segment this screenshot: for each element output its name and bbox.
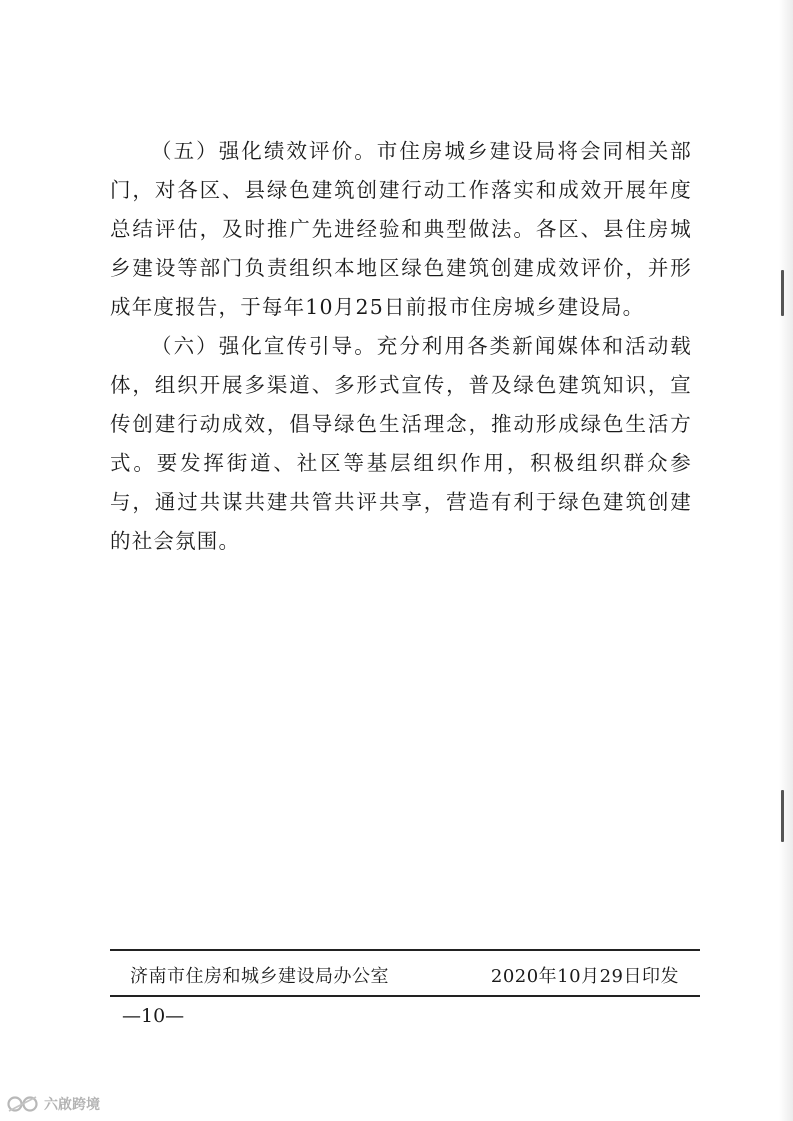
paragraph-performance-evaluation: （五）强化绩效评价。市住房城乡建设局将会同相关部门，对各区、县绿色建筑创建行动工作落实和成效开展年度总结评估，及时推广先进经验和典型做法。各区、县住房城乡建设等部门负责组织本地区绿色建筑创建成效评价，并形成年度报告，于每年10月25日前报市住房城乡建设局。 <box>110 139 692 319</box>
footer-top-rule <box>110 949 700 951</box>
watermark <box>6 1094 100 1114</box>
watermark-logo-icon <box>6 1094 40 1114</box>
watermark-text: 六啟跨境 <box>44 1097 100 1113</box>
scan-edge-mark <box>781 270 784 316</box>
page-number: —10— <box>122 1005 185 1027</box>
page-edge-shadow <box>779 0 793 1121</box>
paragraph-publicity-guidance: （六）强化宣传引导。充分利用各类新闻媒体和活动载体，组织开展多渠道、多形式宣传，普及绿色建筑知识，宣传创建行动成效，倡导绿色生活理念，推动形成绿色生活方式。要发挥街道、社区等基层组织作用，积极组织群众参与，通过共谋共建共管共评共享，营造有利于绿色建筑创建的社会氛围。 <box>110 334 692 553</box>
footer-print-date: 2020年10月29日印发 <box>490 966 679 987</box>
document-body <box>110 132 692 561</box>
footer-bottom-rule <box>110 995 700 997</box>
scan-edge-mark <box>781 790 784 842</box>
footer-issuer: 济南市住房和城乡建设局办公室 <box>130 966 389 987</box>
